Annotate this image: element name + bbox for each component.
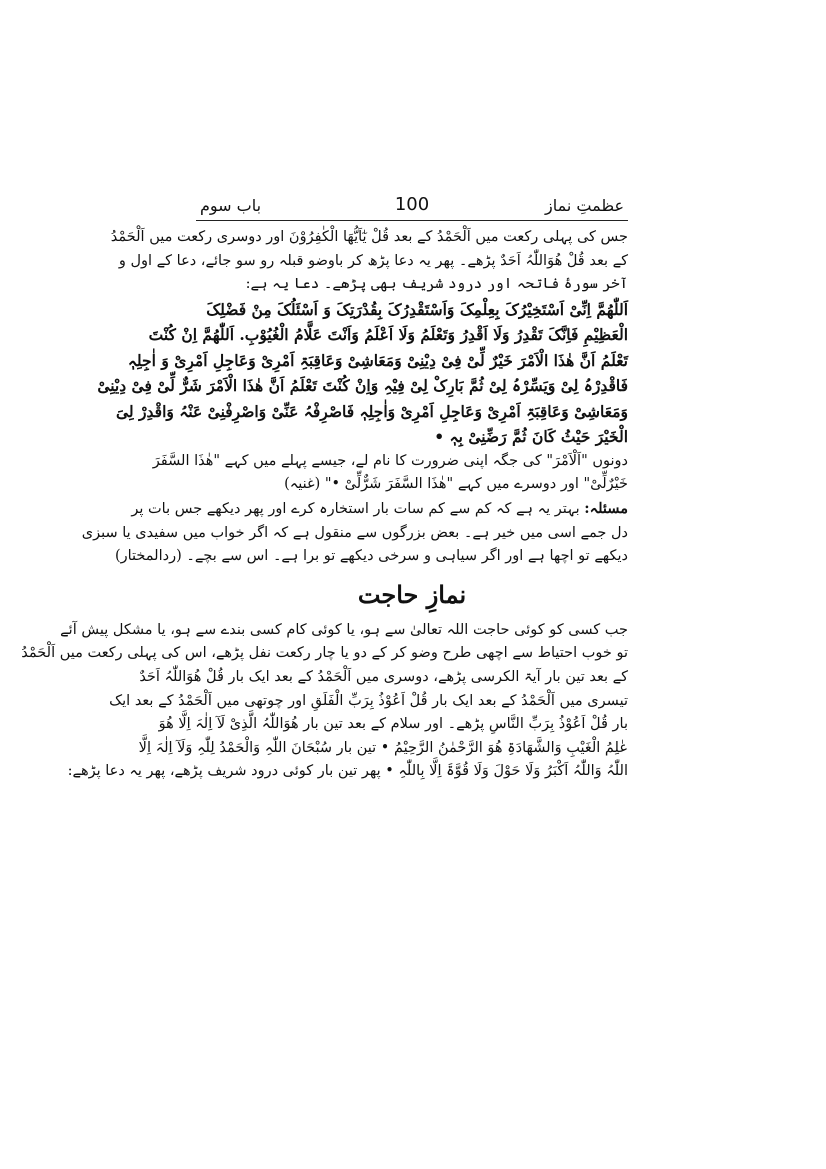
text-line: تو خوب احتیاط سے اچھی طرح وضو کر کے دو یا چار رکعت نفل پڑھے، اس کی پہلی رکعت میں اَلْحَمْدُ [21,645,628,662]
header-rule [196,220,628,221]
text-line: دیکھے تو اچھا ہے اور اگر سیاہی و سرخی دیکھے تو برا ہے۔ اس سے بچے۔ (ردالمختار) [114,548,628,565]
text-line [131,497,628,522]
paragraph-intro [110,226,628,297]
arabic-line: اَللّٰھُمَّ اِنِّیْ اَسْتَخِیْرُکَ بِعِلْمِکَ وَاَسْتَقْدِرُکَ بِقُدْرَتِکَ وَ اَسْئَلُکَ مِنْ فَضْلِکَ [206,299,628,319]
arabic-line: تَعْلَمُ اَنَّ ھٰذَا الْاَمْرَ خَیْرٌ لِّیْ فِیْ دِیْنِیْ وَمَعَاشِیْ وَعَاقِبَۃِ اَمْرِیْ وَعَاجِلِ اَمْرِیْ وَ اٰجِلِہٖ [127,350,628,370]
masala-label: مسئلہ: [584,499,628,517]
text-line: تیسری میں اَلْحَمْدُ کے بعد ایک بار قُلْ اَعُوْذُ بِرَبِّ الْفَلَقِ اور چوتھی میں اَلْحَمْدُ کے بعد ایک [109,692,628,709]
text-line: جس کی پہلی رکعت میں اَلْحَمْدُ کے بعد قُلْ یٰٓاَیُّھَا الْکٰفِرُوْنَ اور دوسری رکعت میں اَلْحَمْدُ [110,229,628,245]
text-line: اللّٰہُ وَاللّٰہُ اَکْبَرُ وَلَا حَوْلَ وَلَا قُوَّۃَ اِلَّا بِاللّٰہِ • پھر تین بار کوئی درود شریف پڑھے، پھر یہ دعا پڑھے: [67,763,628,780]
arabic-line: الْعَظِیْمِ فَاِنَّکَ تَقْدِرُ وَلَا اَقْدِرُ وَتَعْلَمُ وَلَا اَعْلَمُ وَاَنْتَ عَلَّامُ الْغُیُوْبِ. اَللّٰھُمَّ اِنْ کُنْتَ [148,325,628,345]
page-body [21,226,628,784]
page-number: 100 [394,194,430,215]
running-header [196,196,628,218]
paragraph-hajat [21,619,628,784]
section-heading: نمازِ حاجت [357,579,467,609]
text-line: دل جمے اسی میں خیر ہے۔ بعض بزرگوں سے منقول ہے کہ اگر خواب میں سفیدی یا سبزی [81,524,628,541]
text-line: دونوں "اَلْاَمْرَ" کی جگہ اپنی ضرورت کا نام لے، جیسے پہلے میں کہے "ھٰذَا السَّفَرَ [152,452,628,469]
masala-text: بہتر یہ ہے کہ کم سے کم سات بار استخارہ کرے اور پھر دیکھے جس بات پر [131,500,580,517]
text-line: جب کسی کو کوئی حاجت اللہ تعالیٰ سے ہو، یا کوئی کام کسی بندے سے ہو، یا مشکل پیش آئے [60,621,628,638]
dua-istikhara [97,297,628,450]
arabic-line: الْخَیْرَ حَیْثُ کَانَ ثُمَّ رَضِّنِیْ بِہٖ • [434,427,628,447]
paragraph-note [152,450,628,497]
arabic-line: فَاقْدِرْہُ لِیْ وَیَسِّرْہُ لِیْ ثُمَّ بَارِکْ لِیْ فِیْہِ وَاِنْ کُنْتَ تَعْلَمُ اَنَّ ھٰذَا الْاَمْرَ شَرٌّ لِّیْ فِیْ دِیْنِیْ [97,376,628,396]
text-line: آخر سورۂ فاتحہ اور درود شریف بھی پڑھے۔ دعا یہ ہے: [245,276,628,293]
text-line: کے بعد قُلْ ھُوَاللّٰہُ اَحَدٌ پڑھے۔ پھر یہ دعا پڑھ کر باوضو قبلہ رو سو جائے، دعا کے اول و [118,252,628,269]
arabic-line: وَمَعَاشِیْ وَعَاقِبَۃِ اَمْرِیْ وَعَاجِلِ اَمْرِیْ وَاٰجِلِہٖ فَاصْرِفْہُ عَنِّیْ وَاصْرِفْنِیْ عَنْہُ وَاقْدِرْ لِیَ [116,401,628,421]
chapter-label: باب سوم [200,196,262,215]
text-line: خَیْرٌلِّیْ" اور دوسرے میں کہے "ھٰذَا السَّفَرَ شَرٌّلِّیْ •" (غنیہ) [284,476,628,493]
book-title: عظمتِ نماز [544,196,624,215]
text-line: بار قُلْ اَعُوْذُ بِرَبِّ النَّاسِ پڑھے۔ اور سلام کے بعد تین بار ھُوَاللّٰہُ الَّذِیْ لَآ اِلٰہَ اِلَّا ھُوَ [158,716,628,733]
paragraph-masala [81,497,628,569]
text-line: کے بعد تین بار آیۃ الکرسی پڑھے، دوسری میں اَلْحَمْدُ کے بعد ایک بار قُلْ ھُوَاللّٰہُ اَحَدٌ [139,668,628,685]
text-line: عٰلِمُ الْغَیْبِ وَالشَّھَادَۃِ ھُوَ الرَّحْمٰنُ الرَّحِیْمُ • تین بار سُبْحَانَ اللّٰہِ وَالْحَمْدُ لِلّٰہِ وَلَآ اِلٰہَ اِلَّا [138,739,628,756]
